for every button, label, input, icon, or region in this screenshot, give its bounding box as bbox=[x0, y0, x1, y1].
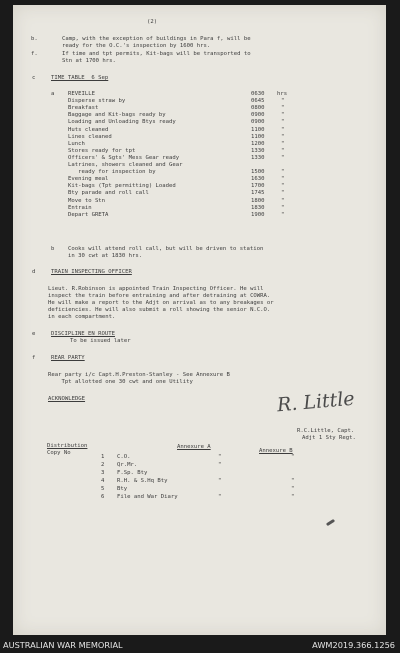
distribution-ditto-a: " bbox=[218, 454, 222, 460]
footer-bar bbox=[0, 638, 400, 653]
timetable-row-ditto: " bbox=[281, 154, 285, 161]
section-e-letter: e bbox=[32, 331, 36, 337]
timetable-heading: TIME TABLE 6 Sep bbox=[51, 75, 109, 81]
timetable-row-label: Breakfast bbox=[68, 105, 99, 112]
timetable-row-label: Lunch bbox=[68, 140, 85, 147]
ink-mark bbox=[326, 519, 335, 526]
timetable-row-ditto: " bbox=[281, 176, 285, 183]
distribution-ditto-b: " bbox=[291, 494, 295, 500]
timetable-row-ditto: " bbox=[281, 98, 285, 105]
timetable-row-ditto: " bbox=[281, 140, 285, 147]
timetable-row-label: Bty parade and roll call bbox=[68, 190, 149, 197]
timetable-row-time: 0900 bbox=[251, 112, 265, 119]
distribution-recipient: Qr.Mr. bbox=[117, 462, 138, 468]
train-officer-line-1: Lieut. R.Robinson is appointed Train Inspecting Officer. He will bbox=[48, 286, 264, 292]
section-c-letter: c bbox=[32, 75, 36, 81]
distribution-heading: Distribution bbox=[47, 443, 88, 449]
footer-institution: AUSTRALIAN WAR MEMORIAL bbox=[3, 640, 123, 650]
timetable-row-label: REVEILLE bbox=[68, 91, 95, 97]
timetable-row-ditto: " bbox=[281, 112, 285, 119]
timetable-row-label: Baggage and Kit-bags ready by bbox=[68, 112, 166, 119]
distribution-ditto-b: " bbox=[291, 478, 295, 484]
timetable-row-label: Kit-bags (Tpt permitting) Loaded bbox=[68, 183, 176, 190]
timetable-row-label: Stores ready for tpt bbox=[68, 147, 136, 154]
distribution-recipient: File and War Diary bbox=[117, 494, 178, 500]
item-f-label: f. bbox=[31, 51, 38, 57]
timetable-row-label: Loading and Unloading Btys ready bbox=[68, 119, 176, 126]
distribution-recipient: R.H. & S.Hq Bty bbox=[117, 478, 168, 484]
distribution-recipient: F.Sp. Bty bbox=[117, 470, 148, 476]
timetable-row-label: Huts cleaned bbox=[68, 126, 109, 133]
item-b-line-1: Camp, with the exception of buildings in Para f, will be bbox=[62, 36, 251, 42]
timetable-row-time: 1100 bbox=[251, 133, 265, 140]
train-officer-line-3: He will make a report to the Adjt on arrival as to any breakages or bbox=[48, 300, 274, 306]
timetable-row-ditto: " bbox=[281, 204, 285, 211]
distribution-copy-no: 3 bbox=[101, 470, 105, 476]
timetable-item-a-letter: a bbox=[51, 91, 55, 97]
timetable-row-time: 0645 bbox=[251, 98, 265, 105]
timetable-row-time: 1330 bbox=[251, 154, 265, 161]
discipline-line: To be issued later bbox=[70, 338, 131, 344]
timetable-row-label: Disperse straw by bbox=[68, 98, 126, 105]
cooks-line-2: in 30 cwt at 1830 hrs. bbox=[68, 253, 143, 259]
distribution-ditto-a: " bbox=[218, 462, 222, 468]
timetable-row-ditto: " bbox=[281, 169, 285, 176]
timetable-item-b-letter: b bbox=[51, 246, 55, 252]
distribution-recipient: C.O. bbox=[117, 454, 131, 460]
distribution-copy-no: 4 bbox=[101, 478, 105, 484]
cooks-line-1: Cooks will attend roll call, but will be driven to station bbox=[68, 246, 264, 252]
acknowledge-heading: ACKNOWLEDGE bbox=[48, 396, 86, 402]
annexure-a-heading: Annexure A bbox=[177, 444, 211, 450]
distribution-ditto-a: " bbox=[218, 478, 222, 484]
timetable-row-time: 1100 bbox=[251, 126, 265, 133]
timetable-row-label: Entrain bbox=[68, 204, 92, 211]
timetable-row-time: 1500 bbox=[251, 169, 265, 176]
page-number: (2) bbox=[147, 19, 158, 25]
timetable-row-time: 1700 bbox=[251, 183, 265, 190]
timetable-row-ditto: " bbox=[281, 190, 285, 197]
timetable-row-label: Depart GRETA bbox=[68, 211, 109, 218]
distribution-copy-no: 6 bbox=[101, 494, 105, 500]
timetable-row-ditto: " bbox=[281, 126, 285, 133]
timetable-row-time: 1330 bbox=[251, 147, 265, 154]
document-sheet bbox=[13, 5, 386, 635]
train-officer-line-2: inspect the train before entraining and after detraining at COWRA. bbox=[48, 293, 271, 299]
timetable-row-ditto: " bbox=[281, 197, 285, 204]
discipline-heading: DISCIPLINE EN ROUTE bbox=[51, 331, 115, 337]
timetable-row-ditto: " bbox=[281, 105, 285, 112]
item-f-line-1: If time and tpt permits, Kit-bags will be transported to bbox=[62, 51, 251, 57]
train-officer-line-5: in each compartment. bbox=[48, 314, 116, 320]
distribution-copy-no: 5 bbox=[101, 486, 105, 492]
distribution-copy-label: Copy No bbox=[47, 450, 71, 456]
footer-accession-id: AWM2019.366.1256 bbox=[312, 640, 395, 650]
timetable-row-time: 1630 bbox=[251, 176, 265, 183]
item-b-line-2: ready for the O.C.'s inspection by 1600 hrs. bbox=[62, 43, 211, 49]
distribution-ditto-a: " bbox=[218, 494, 222, 500]
timetable-row-ditto: " bbox=[281, 183, 285, 190]
timetable-row-time: 1745 bbox=[251, 190, 265, 197]
rear-party-line-1: Rear party i/c Capt.H.Preston-Stanley - See Annexure B bbox=[48, 372, 230, 378]
section-f-letter: f bbox=[32, 355, 36, 361]
timetable-row-label: ready for inspection by bbox=[68, 169, 156, 176]
rear-party-line-2: Tpt allotted one 30 cwt and one Utility bbox=[48, 379, 193, 385]
timetable-row-ditto: " bbox=[281, 119, 285, 126]
timetable-hrs-label: hrs bbox=[277, 91, 288, 97]
timetable-row-time: 1200 bbox=[251, 140, 265, 147]
annexure-b-heading: Annexure B bbox=[259, 448, 293, 454]
section-d-letter: d bbox=[32, 269, 36, 275]
item-f-line-2: Stn at 1700 hrs. bbox=[62, 58, 116, 64]
signatory-title: Adjt 1 Sty Regt. bbox=[302, 435, 356, 441]
timetable-row-time: 1830 bbox=[251, 204, 265, 211]
train-officer-line-4: deficiencies. He will also submit a roll showing the senior N.C.O. bbox=[48, 307, 271, 313]
timetable-row-time: 0630 bbox=[251, 91, 265, 97]
timetable-row-ditto: " bbox=[281, 211, 285, 218]
timetable-row-label: Lines cleaned bbox=[68, 133, 112, 140]
distribution-ditto-b: " bbox=[291, 454, 295, 460]
timetable-row-ditto: " bbox=[281, 147, 285, 154]
timetable-row-time: 0900 bbox=[251, 119, 265, 126]
signatory-name: R.C.Little, Capt. bbox=[297, 428, 355, 434]
timetable-row-time: 1900 bbox=[251, 211, 265, 218]
timetable-row-ditto: " bbox=[281, 133, 285, 140]
document-body bbox=[13, 5, 386, 635]
distribution-recipient: Bty bbox=[117, 486, 128, 492]
item-b-label: b. bbox=[31, 36, 38, 42]
timetable-row-label: Evening meal bbox=[68, 176, 109, 183]
timetable-row-label: Move to Stn bbox=[68, 197, 106, 204]
timetable-row-label: Officers' & Sgts' Mess Gear ready bbox=[68, 154, 180, 161]
handwritten-signature: R. Little bbox=[276, 387, 356, 417]
train-officer-heading: TRAIN INSPECTING OFFICER bbox=[51, 269, 132, 275]
distribution-ditto-b: " bbox=[291, 486, 295, 492]
timetable-row-time: 0800 bbox=[251, 105, 265, 112]
timetable-row-time: 1800 bbox=[251, 197, 265, 204]
timetable-row-label: Latrines, showers cleaned and Gear bbox=[68, 162, 183, 168]
distribution-copy-no: 2 bbox=[101, 462, 105, 468]
rear-party-heading: REAR PARTY bbox=[51, 355, 85, 361]
distribution-copy-no: 1 bbox=[101, 454, 105, 460]
